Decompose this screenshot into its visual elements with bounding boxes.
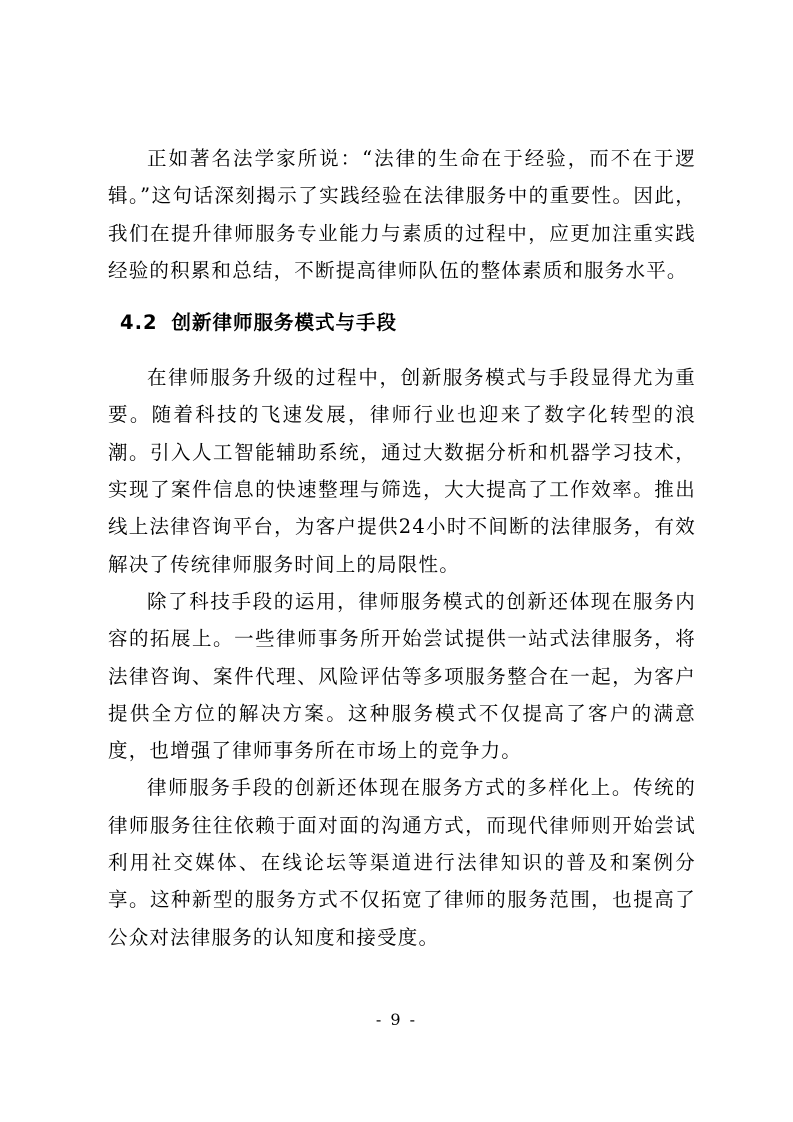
paragraph-3: 律师服务手段的创新还体现在服务方式的多样化上。传统的律师服务往往依赖于面对面的沟通方式，而现代律师则开始尝试利用社交媒体、在线论坛等渠道进行法律知识的普及和案例分享。这种新型的服务方式不仅拓宽了律师的服务范围，也提高了公众对法律服务的认知度和接受度。 — [108, 776, 696, 949]
section-number: 4.2 — [120, 311, 158, 335]
heading-spacer — [108, 349, 696, 359]
paragraph-1: 在律师服务升级的过程中，创新服务模式与手段显得尤为重要。随着科技的飞速发展，律师行业也迎来了数字化转型的浪潮。引入人工智能辅助系统，通过大数据分析和机器学习技术，实现了案件信息的快速整理与筛选，大大提高了工作效率。推出线上法律咨询平台，为客户提供24小时不间断的法律服务，有效解决了传统律师服务时间上的局限性。 — [108, 366, 696, 576]
page-content — [108, 140, 696, 956]
paragraph-2: 除了科技手段的运用，律师服务模式的创新还体现在服务内容的拓展上。一些律师事务所开始尝试提供一站式法律服务，将法律咨询、案件代理、风险评估等多项服务整合在一起，为客户提供全方位的解决方案。这种服务模式不仅提高了客户的满意度，也增强了律师事务所在市场上的竞争力。 — [108, 589, 696, 763]
section-title: 创新律师服务模式与手段 — [171, 311, 398, 335]
page-number: - 9 - — [375, 1010, 418, 1029]
section-heading — [108, 297, 696, 349]
paragraph-intro-quote: 正如著名法学家所说：“法律的生命在于经验，而不在于逻辑。”这句话深刻揭示了实践经验在法律服务中的重要性。因此，我们在提升律师服务专业能力与素质的过程中，应更加注重实践经验的积累和总结，不断提高律师队伍的整体素质和服务水平。 — [108, 147, 696, 282]
